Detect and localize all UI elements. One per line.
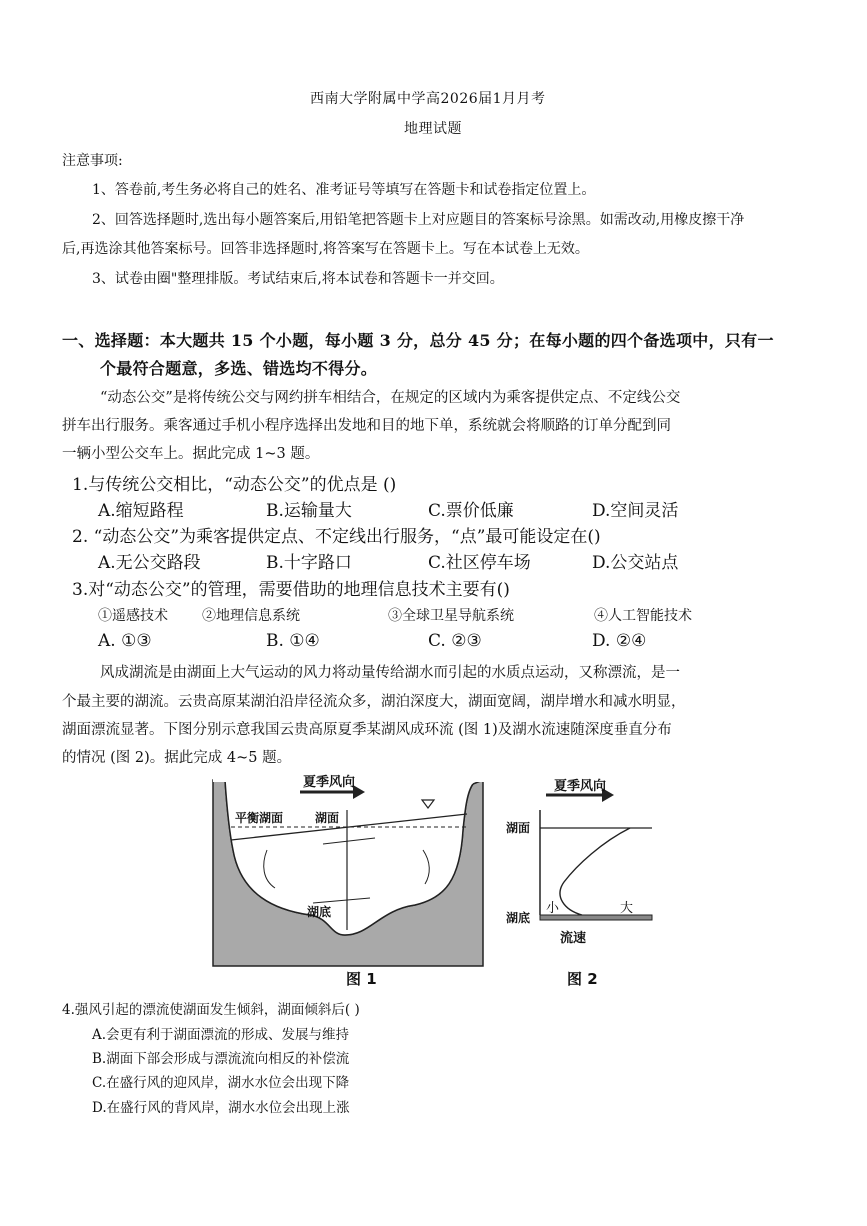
passage-line: 拼车出行服务。乘客通过手机小程序选择出发地和目的地下单，系统就会将顺路的订单分配到同 (62, 418, 671, 434)
fig2-wind-label: 夏季风向 (554, 779, 607, 794)
figure-1-lake-circulation (205, 770, 495, 970)
question-stem: 2. “动态公交”为乘客提供定点、不定线出行服务，“点”最可能设定在() (72, 527, 601, 547)
option: B.湖面下部会形成与漂流流向相反的补偿流 (92, 1051, 350, 1067)
figure-2-caption: 图 2 (567, 970, 598, 988)
option: D.公交站点 (592, 553, 679, 573)
figure-1-caption: 图 1 (346, 970, 377, 988)
passage-line: 一辆小型公交车上。据此完成 1~3 题。 (62, 446, 320, 462)
option: A.会更有利于湖面漂流的形成、发展与维持 (92, 1027, 350, 1043)
fig2-bottom-label: 湖底 (506, 911, 531, 925)
passage-line: “动态公交”是将传统公交与网约拼车相结合，在规定的区域内为乘客提供定点、不定线公交 (100, 390, 681, 406)
option: A.缩短路程 (98, 501, 184, 521)
question-stem: 3.对“动态公交”的管理，需要借助的地理信息技术主要有() (72, 580, 510, 600)
option: A.无公交路段 (98, 553, 201, 573)
section-heading-cont: 个最符合题意，多选、错选均不得分。 (100, 359, 378, 378)
choice-item: ①遥感技术 (98, 608, 168, 624)
choice-item: ②地理信息系统 (202, 608, 300, 624)
fig1-bottom-label: 湖底 (307, 905, 332, 919)
question-stem: 4.强风引起的漂流使湖面发生倾斜，湖面倾斜后( ) (62, 1002, 360, 1018)
fig2-axis-label: 流速 (560, 931, 587, 946)
fig1-surface-label: 湖面 (315, 811, 340, 825)
fig1-wind-label: 夏季风向 (303, 775, 356, 790)
section-heading: 一、选择题：本大题共 15 个小题，每小题 3 分，总分 45 分；在每小题的四个备选项中，只有一 (62, 331, 774, 350)
notice-item: 后,再选涂其他答案标号。回答非选择题时,将答案写在答题卡上。写在本试卷上无效。 (62, 241, 589, 257)
exam-title: 西南大学附属中学高2026届1月月考 (310, 91, 546, 107)
passage-line: 个最主要的湖流。云贵高原某湖泊沿岸径流众多，湖泊深度大，湖面宽阔，湖岸增水和减水明显， (62, 694, 686, 710)
notice-item: 2、回答选择题时,选出每小题答案后,用铅笔把答题卡上对应题目的答案标号涂黑。如需改动,用橡皮擦干净 (92, 212, 745, 228)
option: D.空间灵活 (592, 501, 679, 521)
choice-item: ④人工智能技术 (594, 608, 692, 624)
option: B.十字路口 (266, 553, 352, 573)
fig1-balance-label: 平衡湖面 (235, 811, 284, 825)
option: B.运输量大 (266, 501, 352, 521)
question-stem: 1.与传统公交相比，“动态公交”的优点是 () (72, 475, 397, 495)
passage-line: 的情况 (图 2)。据此完成 4~5 题。 (62, 750, 292, 766)
fig2-surface-label: 湖面 (506, 821, 531, 835)
notice-item: 3、试卷由圈"整理排版。考试结束后,将本试卷和答题卡一并交回。 (92, 271, 504, 287)
option: A. ①③ (98, 631, 152, 651)
option: D.在盛行风的背风岸，湖水水位会出现上涨 (92, 1100, 350, 1116)
option: C. ②③ (428, 631, 482, 651)
notice-item: 1、答卷前,考生务必将自己的姓名、准考证号等填写在答题卡和试卷指定位置上。 (92, 182, 596, 198)
fig2-large-label: 大 (620, 901, 634, 916)
choice-item: ③全球卫星导航系统 (388, 608, 514, 624)
fig2-small-label: 小 (546, 901, 560, 916)
figure-2-velocity-profile (502, 770, 662, 960)
passage-line: 湖面漂流显著。下图分别示意我国云贵高原夏季某湖风成环流 (图 1)及湖水流速随深度垂直分布 (62, 722, 672, 738)
passage-line: 风成湖流是由湖面上大气运动的风力将动量传给湖水而引起的水质点运动，又称漂流，是一 (100, 665, 680, 681)
notice-heading: 注意事项: (62, 153, 123, 169)
subject-title: 地理试题 (404, 121, 462, 137)
option: D. ②④ (592, 631, 647, 651)
option: B. ①④ (266, 631, 320, 651)
option: C.社区停车场 (428, 553, 531, 573)
option: C.在盛行风的迎风岸，湖水水位会出现下降 (92, 1075, 350, 1091)
option: C.票价低廉 (428, 501, 514, 521)
